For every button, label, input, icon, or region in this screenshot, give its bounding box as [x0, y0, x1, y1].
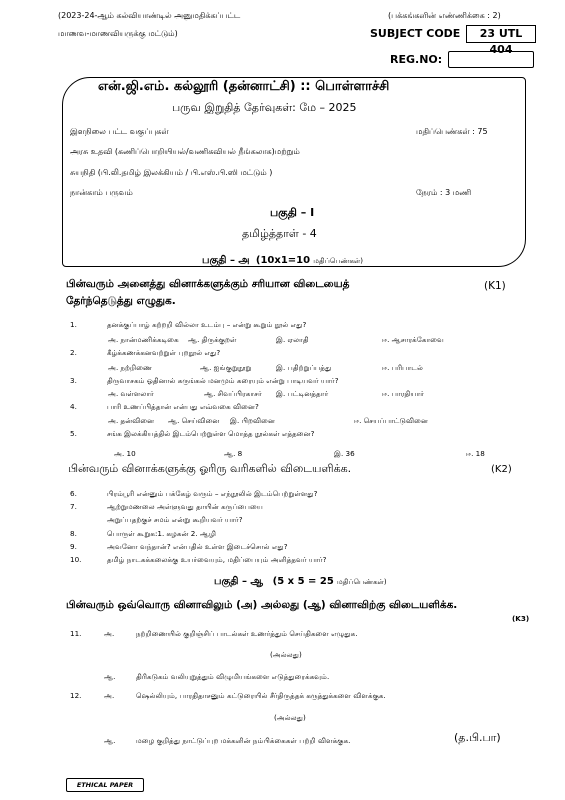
option-c: இ. பட்டினத்தார் [276, 389, 329, 398]
question-number: 11. [70, 629, 82, 638]
option-label: அ. [104, 629, 115, 638]
option-a: அ. 10 [114, 449, 136, 458]
paper-title: தமிழ்த்தாள் - 4 [242, 227, 317, 240]
question-number: 3. [70, 376, 77, 385]
question-text: தனக்குப்பாழ் கற்றறி வில்லா உடம்பு – என்று கூறும் நூல் எது? [107, 320, 307, 329]
question-number: 5. [70, 429, 77, 438]
section-a-instruction-line1: பின்வரும் அனைத்து வினாக்களுக்கும் சரியான விடையைத் [66, 278, 350, 290]
question-text: தமிழ் நாடகக்கலைக்கு உயர்வையும், மதிப்பையும் அளித்தவர் யார்? [107, 555, 327, 564]
question-number: 7. [70, 502, 77, 511]
section-a-marks: (10x1=10 [255, 255, 311, 266]
exam-title: பருவ இறுதித் தேர்வுகள்: மே – 2025 [172, 101, 357, 114]
subject-code-label: SUBJECT CODE [370, 27, 461, 40]
question-text: சங்க இலக்கியத்தில் இடம்பெற்றுள்ள மொத்த நூல்கள் எத்தனை? [107, 429, 315, 438]
ethical-paper-label: ETHICAL PAPER [76, 781, 134, 789]
subject-code-box [466, 25, 536, 56]
question-number: 2. [70, 348, 77, 357]
section-a-marks-unit: மதிப்பெண்கள்) [313, 257, 363, 265]
option-b: ஆ. ஐங்குறுநூறு [200, 363, 252, 372]
question-number: 1. [70, 320, 77, 329]
option-c: இ. பதிற்றுப்பத்து [276, 363, 332, 372]
aided-note: அரசு உதவி (கணிப்பொறியியல்/வணிகவியல் நீங்கலாக)மற்றும் [70, 147, 300, 156]
option-a: அ. தன்வினை [108, 416, 155, 425]
question-text: அவனோ வந்தான்? என்பதில் உள்ள இடைச்சொல் எது? [107, 542, 288, 551]
option-label: ஆ. [104, 672, 116, 681]
section-b-instruction: பின்வரும் ஒவ்வொரு வினாவிலும் (அ) அல்லது (ஆ) வினாவிற்கு விடையளிக்க. [66, 599, 458, 611]
question-number: 4. [70, 402, 77, 411]
or-separator: (அல்லது) [270, 650, 302, 659]
question-text: நற்றிணையில் குறிஞ்சிப் பாடல்கள் உணர்த்தும் செய்திகளை எழுதுக. [136, 629, 358, 638]
section-b-marks-unit: மதிப்பெண்கள்) [336, 578, 387, 586]
semester: நான்காம் பருவம் [70, 188, 133, 197]
question-number: 12. [70, 691, 82, 700]
option-b: ஆ. 8 [224, 449, 243, 458]
option-c: இ. பிறவினை [230, 416, 275, 425]
max-marks: மதிப்பெண்கள் : 75 [416, 127, 488, 136]
option-d: ஈ. ஆசாரக்கோவை [382, 335, 444, 344]
ethical-paper-stamp [66, 778, 144, 792]
option-d: ஈ. 18 [466, 449, 485, 458]
option-d: ஈ. பாரதியார் [382, 389, 425, 398]
section-a-label: பகுதி – அ [202, 255, 250, 266]
section-a-title [202, 255, 363, 267]
option-c: இ. 36 [334, 449, 355, 458]
question-text: பாரி உணப்பித்தான் என்பது எவ்வகை வினை? [107, 402, 259, 411]
question-text: ஆற்றுமணலை அள்ளுவது தாயின் கருப்பையை [107, 502, 263, 511]
exam-time: நேரம் : 3 மணி [416, 188, 472, 197]
option-c: இ. ஏலாதி [276, 335, 309, 344]
option-d: ஈ. பரிபாடல் [382, 363, 423, 372]
option-b: ஆ. திருக்குறள் [188, 335, 237, 344]
reg-no-label: REG.NO: [390, 53, 443, 66]
college-name: என்.ஜி.எம். கல்லூரி (தன்னாட்சி) :: பொள்ளாச்சி [98, 79, 390, 94]
question-text-continued: அறுப்பதற்குச் சமம் என்று கூறியவர் யார்? [107, 515, 243, 524]
section-b-title [214, 576, 387, 588]
section-b-marks: (5 x 5 = 25 [272, 576, 334, 587]
admission-note-line2: மாணவ-மாணவியருக்கு மட்டும்) [58, 29, 178, 38]
option-b: ஆ. செய்வினை [168, 416, 220, 425]
question-text: பிரம்பூரி என்னும் பக்கேழ் வரும் – எந்நூலில் இடம்பெற்றுள்ளது? [107, 489, 318, 498]
admission-note-line1: (2023-24-ஆம் கல்வியாண்டில் அனுமதிக்கப்பட்ட [58, 11, 241, 20]
self-finance-note: சுயநிதி (பி.லி.தமிழ் இலக்கியம் / பி.எஸ்.பி.ஸி மட்டும் ) [70, 168, 273, 177]
subject-code: 23 UTL 404 [479, 27, 523, 56]
question-number: 8. [70, 529, 77, 538]
question-text: கீழ்க்கணக்கனவற்றுள் புறநூல் எது? [107, 348, 221, 357]
option-label: ஆ. [104, 736, 116, 745]
reg-no-box [448, 51, 534, 68]
question-number: 10. [70, 555, 82, 564]
section-a-instruction-line2: தேர்ந்தெடுத்து எழுதுக. [66, 295, 176, 307]
question-number: 9. [70, 542, 77, 551]
turn-over-note: (த.பி.பா) [454, 731, 501, 744]
question-text: மழை குறித்து நாட்டுப்புற மக்களின் நம்பிக்கைகள் பற்றி விளக்குக. [136, 736, 351, 745]
question-number: 6. [70, 489, 77, 498]
option-a: அ. வள்ளலார் [108, 389, 154, 398]
option-d: ஈ. செயப்பாட்டுவினை [354, 416, 428, 425]
course-name: இளநிலை பட்ட வகுப்புகள் [70, 127, 169, 136]
option-label: அ. [104, 691, 115, 700]
section-b-label: பகுதி – ஆ [214, 576, 264, 587]
question-text: பொருள் கூறுக:1. கழகன் 2. ஆழி [107, 529, 217, 538]
question-text: திருவாசகம் ஓதினால் கருங்கல் மனமும் கரையும் என்று பாடியவர் யார்? [107, 376, 339, 385]
option-b: ஆ. சிவப்பிரகாசர் [204, 389, 262, 398]
option-a: அ. நற்றிணை [108, 363, 153, 372]
page-count: (பக்கங்களின் எண்ணிக்கை : 2) [388, 11, 501, 20]
question-text: ஷெல்லியும், பாரதிதாசனும் கட்டுரையில் சீர்திருத்தக் கருத்துக்களை விளக்குக. [136, 691, 386, 700]
section-a-short-level: (K2) [491, 464, 512, 475]
part-title: பகுதி – I [270, 206, 315, 219]
section-a-level: (K1) [484, 280, 506, 292]
section-b-level: (K3) [512, 614, 530, 623]
section-a-short-instruction: பின்வரும் வினாக்களுக்கு ஓரிரு வரிகளில் விடையளிக்க. [68, 462, 352, 475]
or-separator: (அல்லது) [274, 713, 306, 722]
question-text: திரிகடுகம் வலியுறுத்தும் விழுமியங்களை எடுத்துரைக்கவும். [136, 672, 330, 681]
option-a: அ. நான்மணிக்கடிகை [108, 335, 179, 344]
